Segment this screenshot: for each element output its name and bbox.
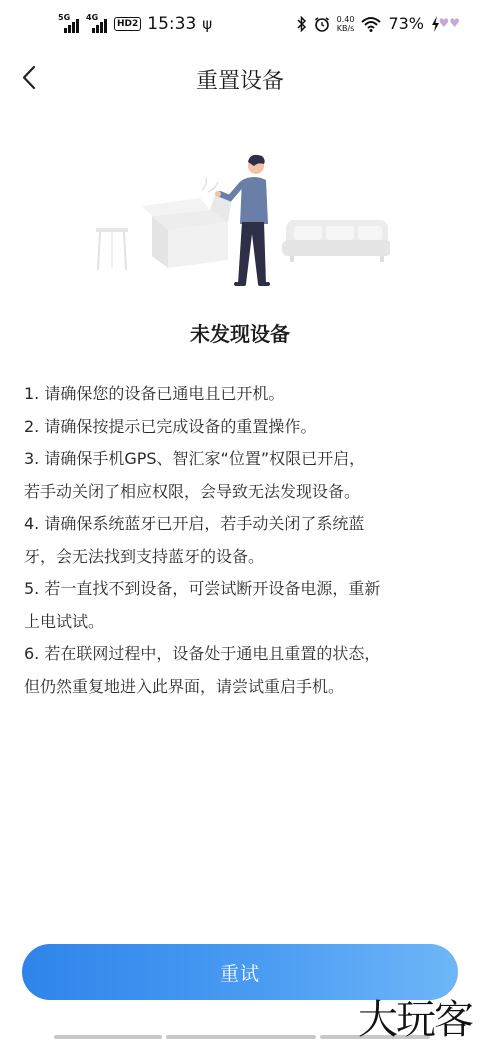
status-left [58,14,212,34]
tip-line: 4. 请确保系统蓝牙已开启，若手动关闭了系统蓝 [24,514,365,533]
tip-line: 6. 若在联网过程中，设备处于通电且重置的状态， [24,644,381,663]
tip-line: 但仍然重复地进入此界面，请尝试重启手机。 [24,676,345,696]
tip-line: 2. 请确保按提示已完成设备的重置操作。 [24,416,317,436]
clock: 15:33 [147,14,197,34]
speed-unit: KB/s [336,23,355,33]
watermark: 大玩客 [358,997,472,1043]
tip-line: 上电试试。 [24,611,105,631]
tips-list [24,378,460,703]
usb-icon: ψ [202,15,213,33]
status-right [297,14,440,33]
status-bar [0,0,480,52]
network-type-5g: 5G [58,13,71,22]
wifi-icon [361,16,381,32]
app-header [0,52,480,104]
empty-state-illustration [90,150,390,290]
speed-value: 0.40 [336,14,355,24]
tip-line: 牙，会无法找到支持蓝牙的设备。 [24,546,265,566]
hearts-icon: ♥♥ [438,16,460,30]
network-type-4g: 4G [86,13,99,22]
tip-line: 5. 若一直找不到设备，可尝试断开设备电源，重新 [24,579,381,598]
network-speed [337,15,355,33]
nav-indicator [166,1035,316,1039]
battery-percent: 73% [388,14,424,33]
tip-line: 3. 请确保手机GPS、智汇家“位置”权限已开启， [24,449,366,468]
tip-line: 若手动关闭了相应权限，会导致无法发现设备。 [24,481,361,501]
signal-4g-icon [86,15,108,33]
retry-button[interactable]: 重试 [22,944,458,1000]
nav-indicator [54,1035,162,1039]
alarm-icon [314,16,330,32]
signal-5g-icon [58,15,80,33]
page-title: 重置设备 [195,69,284,94]
tip-line: 1. 请确保您的设备已通电且已开机。 [24,384,285,403]
hd-badge: HD2 [114,17,141,31]
sofa-illustration [282,220,390,262]
side-table-illustration [96,228,128,270]
bluetooth-icon [297,16,307,32]
empty-state-title: 未发现设备 [190,322,290,346]
